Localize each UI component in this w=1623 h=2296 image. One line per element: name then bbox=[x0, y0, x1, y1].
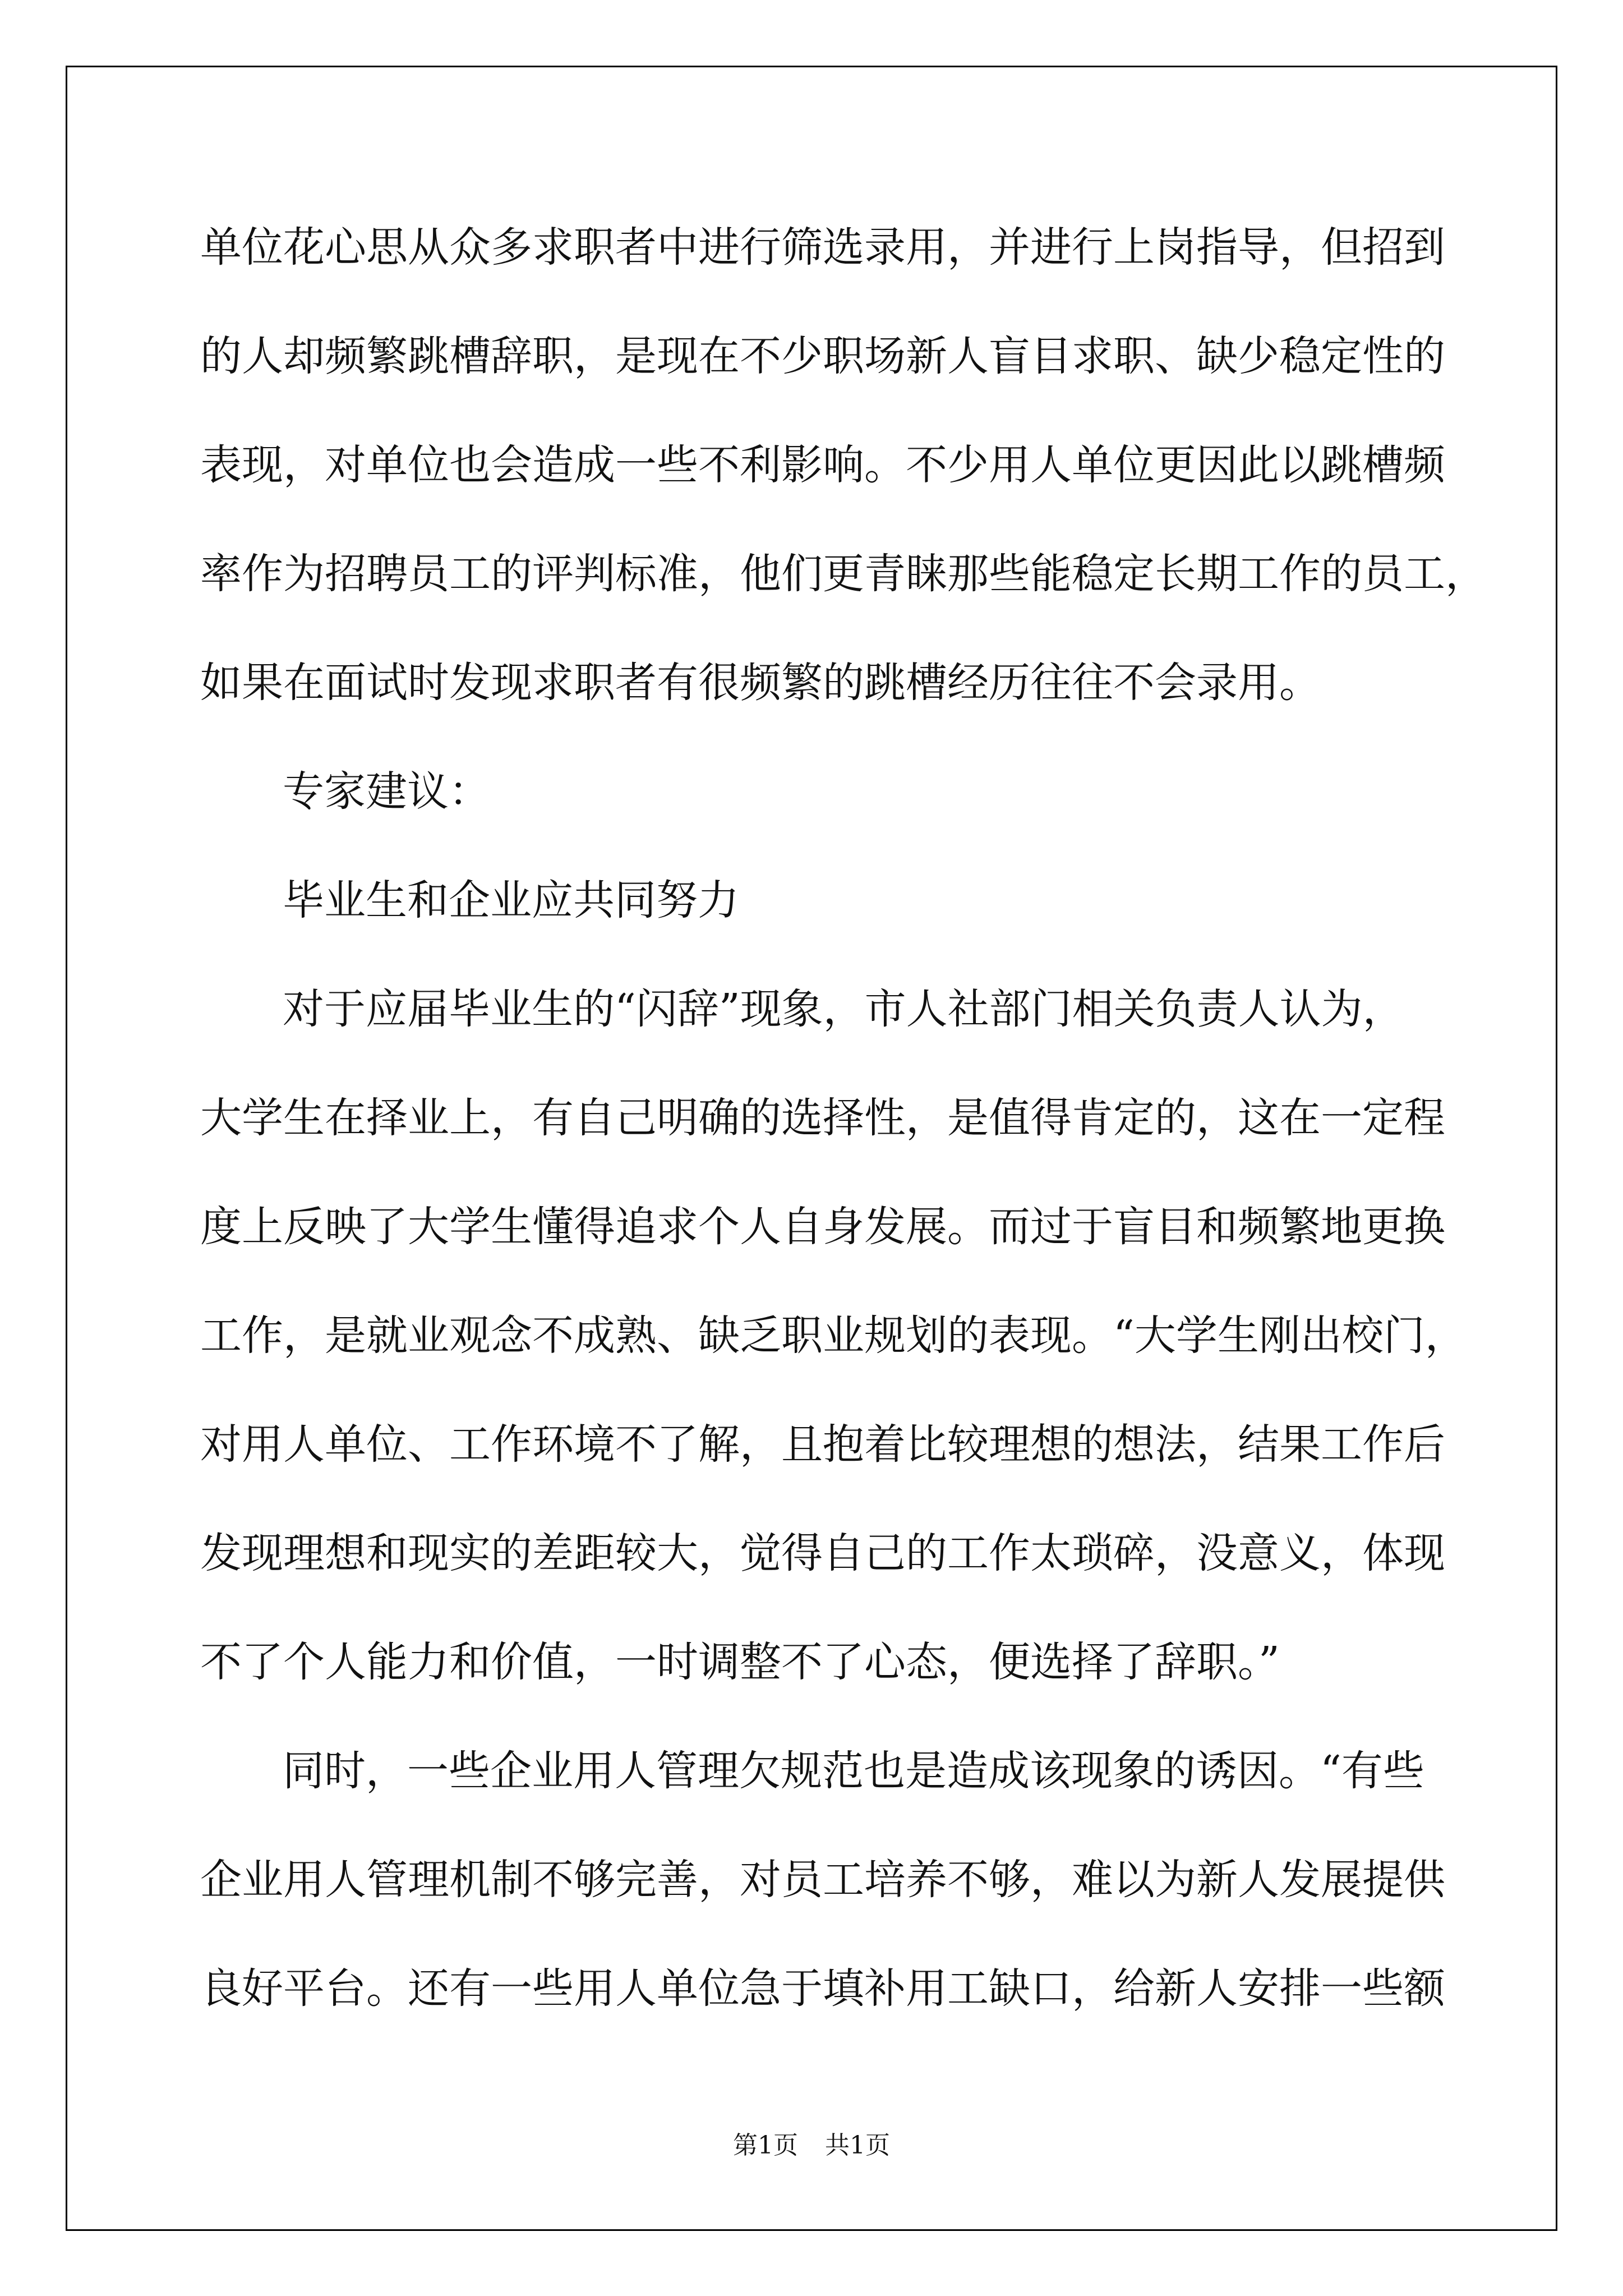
body-line: 度上反映了大学生懂得追求个人自身发展。而过于盲目和频繁地更换 bbox=[200, 1203, 1445, 1251]
body-line: 率作为招聘员工的评判标准，他们更青睐那些能稳定长期工作的员工， bbox=[200, 550, 1487, 598]
body-line: 良好平台。还有一些用人单位急于填补用工缺口，给新人安排一些额 bbox=[200, 1964, 1445, 2013]
page-number: 第1页 bbox=[733, 2131, 798, 2160]
body-line: 同时，一些企业用人管理欠规范也是造成该现象的诱因。“有些 bbox=[283, 1747, 1424, 1795]
body-line: 单位花心思从众多求职者中进行筛选录用，并进行上岗指导，但招到 bbox=[200, 223, 1445, 272]
page-total: 共1页 bbox=[825, 2131, 890, 2160]
body-line: 的人却频繁跳槽辞职，是现在不少职场新人盲目求职、缺少稳定性的 bbox=[200, 332, 1445, 380]
section-subheading: 毕业生和企业应共同努力 bbox=[283, 876, 739, 924]
body-line: 工作，是就业观念不成熟、缺乏职业规划的表现。“大学生刚出校门， bbox=[200, 1312, 1467, 1360]
body-line: 对于应届毕业生的“闪辞”现象，市人社部门相关负责人认为， bbox=[283, 985, 1404, 1033]
body-line: 对用人单位、工作环境不了解，且抱着比较理想的想法，结果工作后 bbox=[200, 1420, 1445, 1469]
body-line: 企业用人管理机制不够完善，对员工培养不够，难以为新人发展提供 bbox=[200, 1856, 1445, 1904]
section-heading: 专家建议： bbox=[283, 767, 490, 816]
body-line: 大学生在择业上，有自己明确的选择性，是值得肯定的，这在一定程 bbox=[200, 1094, 1445, 1142]
body-line: 表现，对单位也会造成一些不利影响。不少用人单位更因此以跳槽频 bbox=[200, 441, 1445, 489]
body-line: 如果在面试时发现求职者有很频繁的跳槽经历往往不会录用。 bbox=[200, 659, 1321, 707]
body-line: 发现理想和现实的差距较大，觉得自己的工作太琐碎，没意义，体现 bbox=[200, 1529, 1445, 1577]
page-footer bbox=[0, 2125, 1623, 2161]
page-border bbox=[66, 66, 1557, 2231]
body-line: 不了个人能力和价值，一时调整不了心态，便选择了辞职。” bbox=[200, 1638, 1280, 1686]
